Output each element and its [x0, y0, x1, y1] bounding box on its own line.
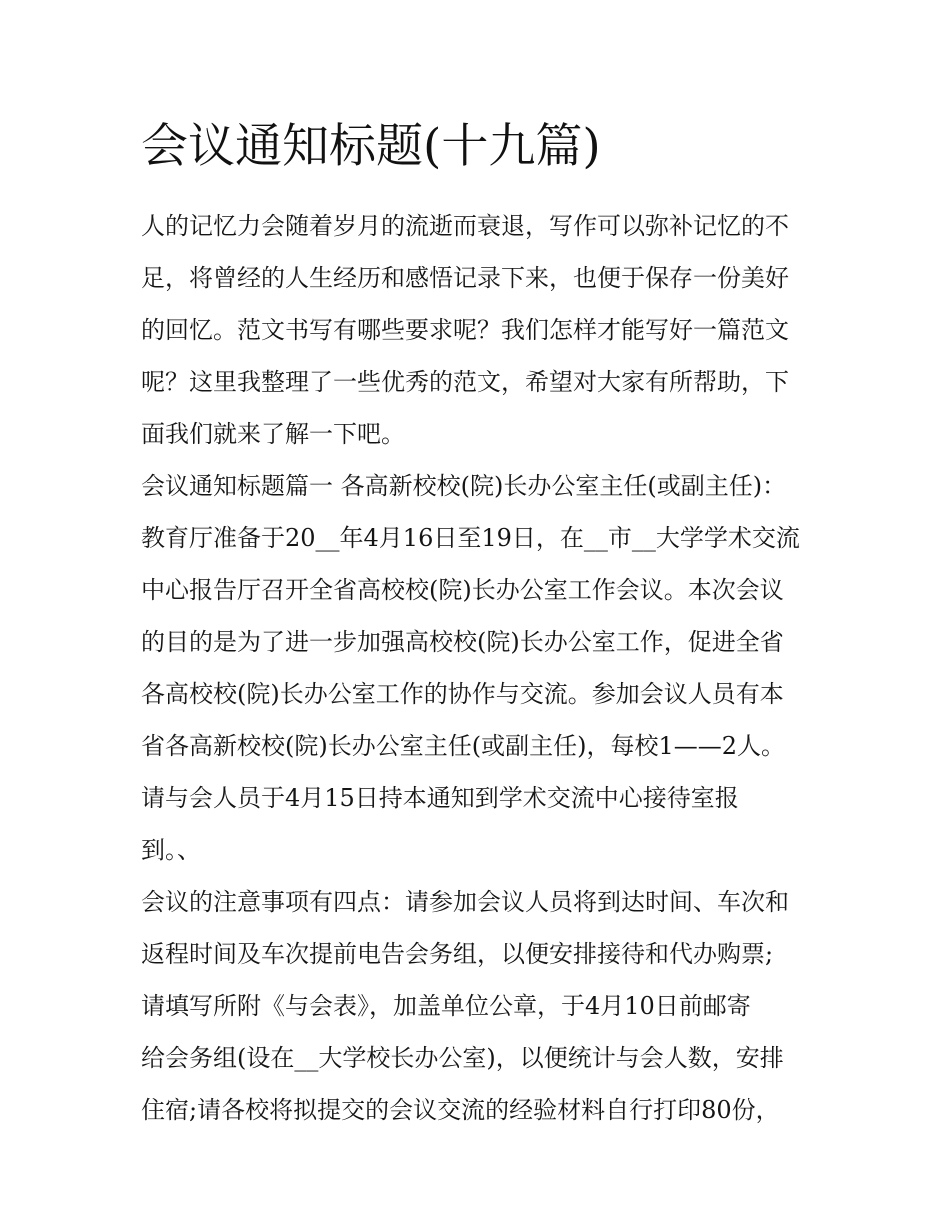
- body-line: 到。、: [141, 836, 201, 864]
- body-line: 的目的是为了进一步加强高校校(院)长办公室工作，促进全省: [141, 628, 784, 656]
- body-line: 各高校校(院)长办公室工作的协作与交流。参加会议人员有本: [141, 680, 784, 708]
- body-line: 省各高新校校(院)长办公室主任(或副主任)，每校1——2人。: [141, 732, 785, 760]
- body-line: 人的记忆力会随着岁月的流逝而衰退，写作可以弥补记忆的不: [141, 212, 789, 240]
- body-line: 的回忆。范文书写有哪些要求呢？我们怎样才能写好一篇范文: [141, 316, 789, 344]
- body-line: 给会务组(设在__大学校长办公室)，以便统计与会人数，安排: [141, 1044, 784, 1072]
- body-line: 呢？这里我整理了一些优秀的范文，希望对大家有所帮助，下: [141, 368, 789, 396]
- document-body: [141, 200, 821, 1136]
- body-line: 会议通知标题篇一 各高新校校(院)长办公室主任(或副主任)：: [141, 472, 787, 500]
- body-line: 教育厅准备于20__年4月16日至19日，在__市__大学学术交流: [141, 524, 800, 552]
- body-line: 面我们就来了解一下吧。: [141, 420, 405, 448]
- body-line: 足，将曾经的人生经历和感悟记录下来，也便于保存一份美好: [141, 264, 789, 292]
- document-title: 会议通知标题(十九篇): [141, 119, 601, 174]
- body-line: 请填写所附《与会表》，加盖单位公章，于4月10日前邮寄: [141, 992, 751, 1020]
- body-line: 住宿;请各校将拟提交的会议交流的经验材料自行打印80份，: [141, 1096, 780, 1124]
- body-line: 中心报告厅召开全省高校校(院)长办公室工作会议。本次会议: [141, 576, 784, 604]
- body-line: 会议的注意事项有四点：请参加会议人员将到达时间、车次和: [141, 888, 789, 916]
- body-line: 返程时间及车次提前电告会务组，以便安排接待和代办购票;: [141, 940, 774, 968]
- body-line: 请与会人员于4月15日持本通知到学术交流中心接待室报: [141, 784, 739, 812]
